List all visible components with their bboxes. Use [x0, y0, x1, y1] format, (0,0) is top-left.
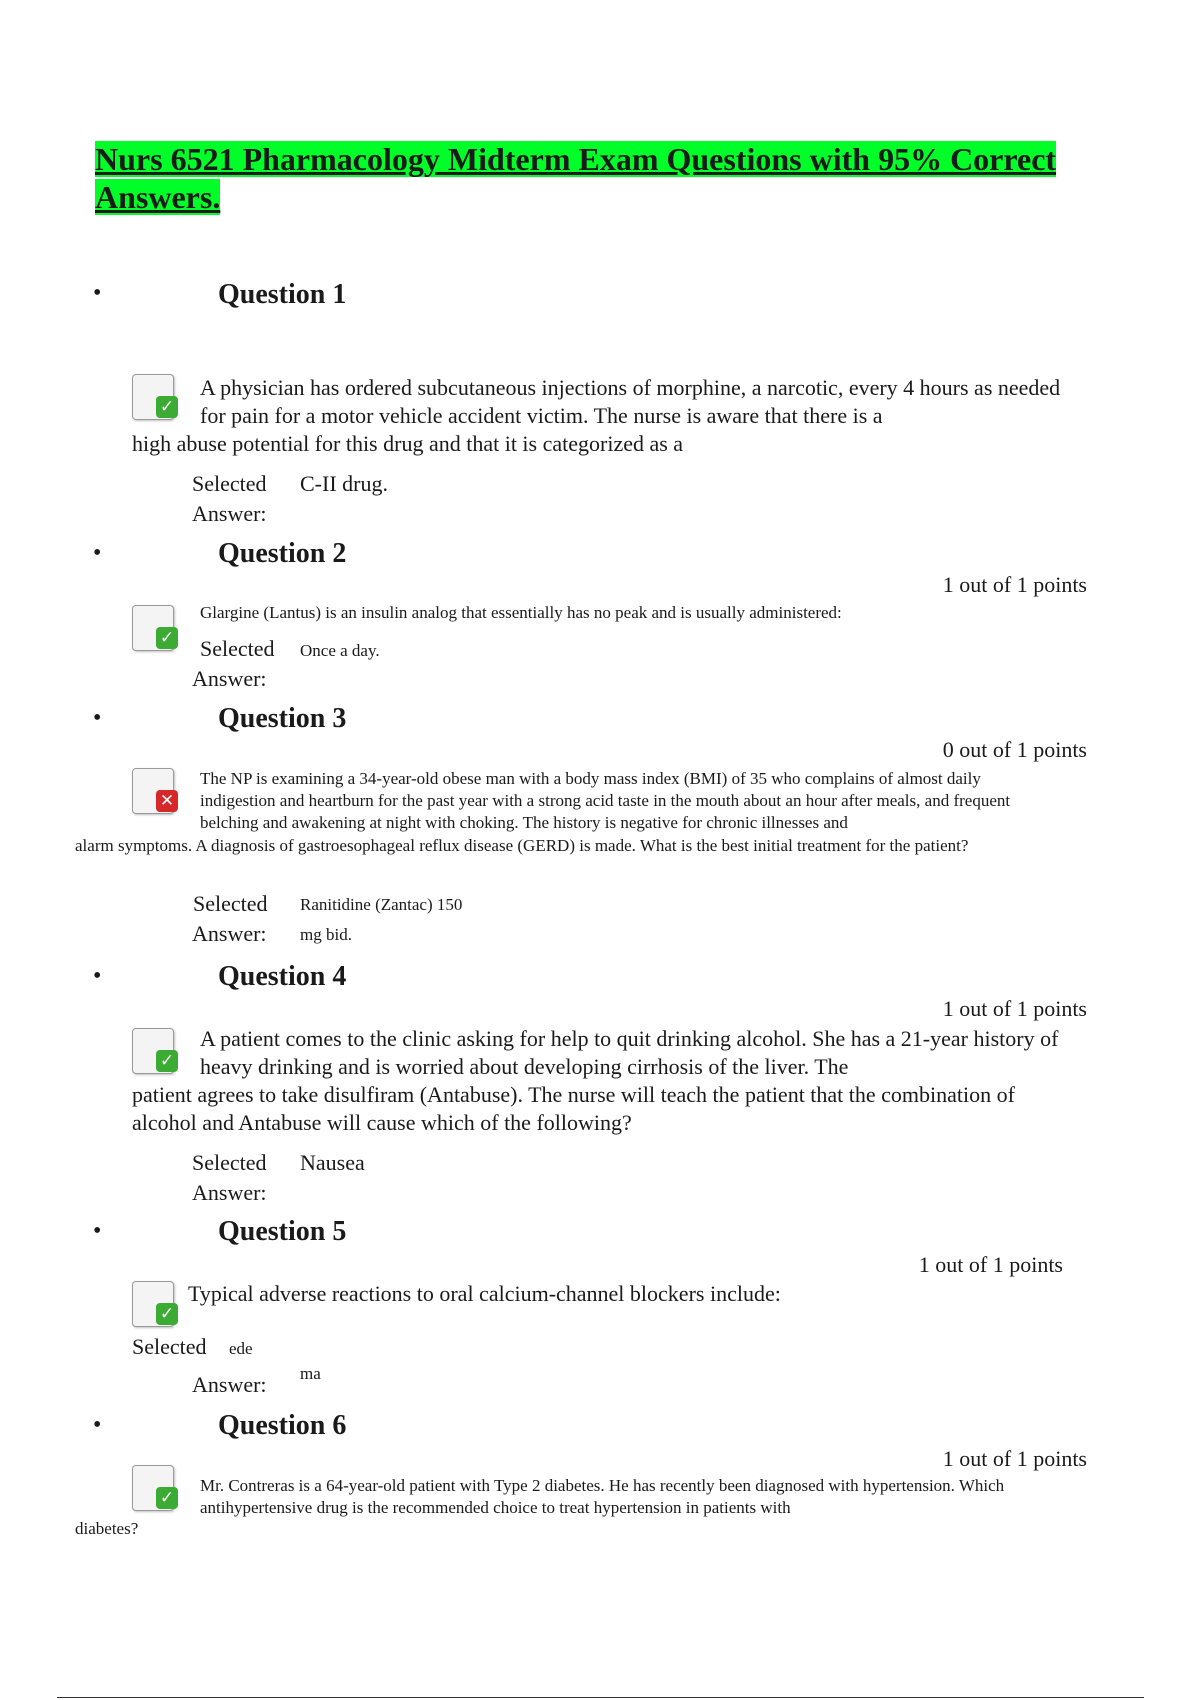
check-icon: ✓	[156, 1303, 178, 1325]
question-3-text-continued: alarm symptoms. A diagnosis of gastroesophageal reflux disease (GERD) is made. What is the best initial treatment for the patient?	[75, 836, 969, 855]
answer-label: Answer:	[192, 666, 267, 691]
answer-label: Answer:	[192, 501, 267, 526]
question-6-text-continued: diabetes?	[75, 1519, 139, 1538]
question-1-selected-answer: C-II drug.	[300, 471, 388, 496]
answer-label: Answer:	[192, 1372, 267, 1397]
page-divider	[57, 1697, 1144, 1698]
question-5-text: Typical adverse reactions to oral calcium-channel blockers include:	[188, 1281, 781, 1306]
bullet: •	[93, 1412, 102, 1438]
selected-label: Selected	[192, 471, 267, 496]
check-icon: ✓	[156, 396, 178, 418]
selected-label: Selected	[132, 1334, 207, 1359]
answer-label: Answer:	[192, 921, 267, 946]
check-icon: ✓	[156, 627, 178, 649]
question-5-selected-answer: ede	[229, 1339, 253, 1358]
correct-answer-icon	[130, 1463, 180, 1513]
question-2-title: Question 2	[218, 538, 347, 569]
page-title: Nurs 6521 Pharmacology Midterm Exam Questions with 95% Correct Answers.	[95, 141, 1057, 215]
correct-answer-icon	[130, 1279, 180, 1329]
cross-icon: ✕	[156, 790, 178, 812]
question-5-points: 1 out of 1 points	[918, 1252, 1063, 1277]
question-5-title: Question 5	[218, 1216, 347, 1247]
bullet: •	[93, 705, 102, 731]
question-2-selected-answer: Once a day.	[300, 641, 380, 660]
question-6-title: Question 6	[218, 1410, 347, 1441]
check-icon: ✓	[156, 1050, 178, 1072]
question-6-points: 1 out of 1 points	[942, 1446, 1087, 1471]
selected-label: Selected	[200, 636, 275, 661]
question-1-title: Question 1	[218, 279, 347, 310]
question-4-text: A patient comes to the clinic asking for help to quit drinking alcohol. She has a 21-year history of heavy drinking and is worried about developing cirrhosis of the liver. The patient agrees to take disulfiram (Antabuse). The nurse will teach the patient that the combination of alcohol and Antabuse will cause which of the following?	[132, 1026, 1059, 1135]
check-icon: ✓	[156, 1487, 178, 1509]
question-3-selected-answer-continued: mg bid.	[300, 925, 352, 944]
question-5-selected-answer-continued: ma	[300, 1364, 321, 1383]
question-1-text: A physician has ordered subcutaneous injections of morphine, a narcotic, every 4 hours as needed for pain for a motor vehicle accident victim. The nurse is aware that there is a high abuse potential for this drug and that it is categorized as a	[132, 375, 1061, 456]
answer-label: Answer:	[192, 1180, 267, 1205]
question-2-text: Glargine (Lantus) is an insulin analog that essentially has no peak and is usually administered:	[200, 603, 842, 622]
bullet: •	[93, 963, 102, 989]
question-3-selected-answer: Ranitidine (Zantac) 150	[300, 895, 463, 914]
question-3-title: Question 3	[218, 703, 347, 734]
question-4-title: Question 4	[218, 961, 347, 992]
correct-answer-icon	[130, 603, 180, 653]
incorrect-answer-icon	[130, 766, 180, 816]
question-2-points: 1 out of 1 points	[942, 572, 1087, 597]
question-3-text: The NP is examining a 34-year-old obese man with a body mass index (BMI) of 35 who complains of almost daily indigestion and heartburn for the past year with a strong acid taste in the mouth about an hour after meals, and frequent belching and awakening at night with choking. The history is negative for chronic illnesses and	[200, 769, 1011, 832]
selected-label: Selected	[192, 1150, 267, 1175]
question-4-points: 1 out of 1 points	[942, 996, 1087, 1021]
question-4-selected-answer: Nausea	[300, 1150, 365, 1175]
bullet: •	[93, 280, 102, 306]
bullet: •	[93, 1218, 102, 1244]
selected-label: Selected	[193, 891, 268, 916]
question-6-text: Mr. Contreras is a 64-year-old patient with Type 2 diabetes. He has recently been diagnosed with hypertension. Which antihypertensive drug is the recommended choice to treat hypertension in patients with	[200, 1476, 1005, 1517]
bullet: •	[93, 540, 102, 566]
question-3-points: 0 out of 1 points	[942, 737, 1087, 762]
